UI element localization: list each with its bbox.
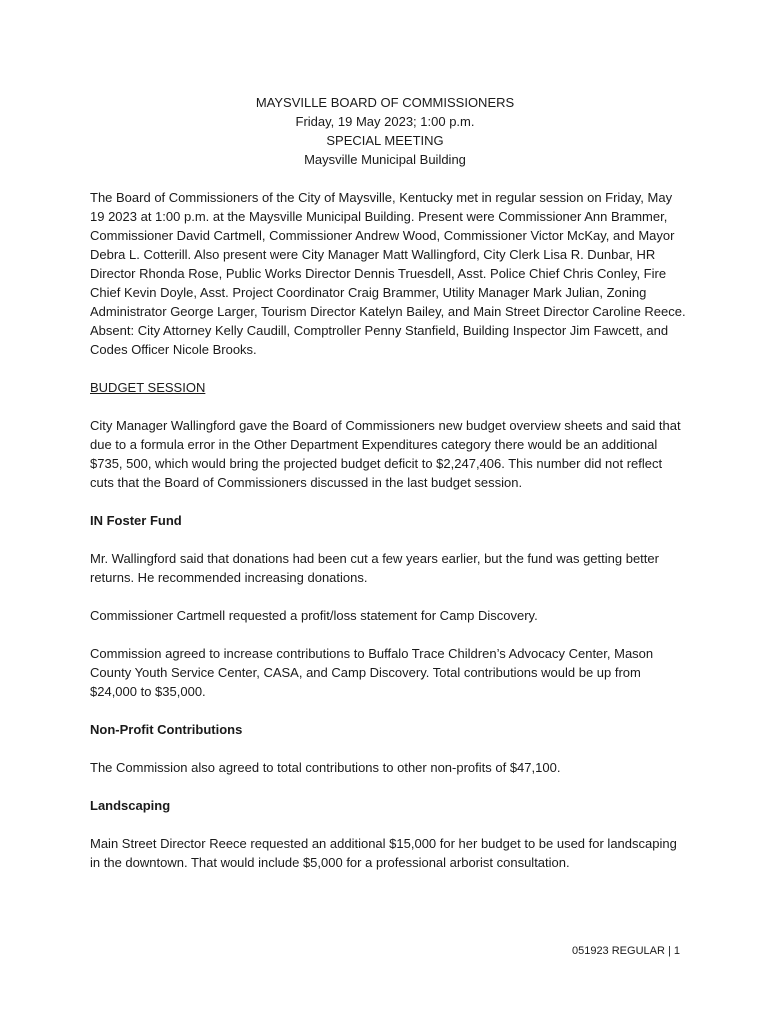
- intro-paragraph: The Board of Commissioners of the City of Maysville, Kentucky met in regular session on Friday, May 19 2023 at 1:00 p.m. at the Maysville Municipal Building. Present were Commissioner Ann Brammer, Commissioner David Cartmell, Commissioner Andrew Wood, Commissioner Victor McKay, and Mayor Debra L. Cotterill. Also present were City Manager Matt Wallingford, City Clerk Lisa R. Dunbar, HR Director Rhonda Rose, Public Works Director Dennis Truesdell, Asst. Police Chief Chris Conley, Fire Chief Kevin Doyle, Asst. Project Coordinator Craig Brammer, Utility Manager Mark Julian, Zoning Administrator George Larger, Tourism Director Katelyn Bailey, and Main Street Director Caroline Reece. Absent: City Attorney Kelly Caudill, Comptroller Penny Stanfield, Building Inspector Jim Fawcett, and Codes Officer Nicole Brooks.: [90, 190, 686, 357]
- meeting-header: [0, 93, 770, 169]
- landscaping-paragraph: Main Street Director Reece requested an additional $15,000 for her budget to be used for landscaping in the downtown. That would include $5,000 for a professional arborist consultation.: [90, 836, 677, 870]
- document-body: [90, 188, 686, 891]
- foster-fund-paragraph-2: Commissioner Cartmell requested a profit/loss statement for Camp Discovery.: [90, 608, 538, 623]
- budget-session-heading: BUDGET SESSION: [90, 380, 206, 395]
- non-profit-paragraph: The Commission also agreed to total contributions to other non-profits of $47,100.: [90, 760, 561, 775]
- non-profit-heading: Non-Profit Contributions: [90, 722, 243, 737]
- foster-fund-paragraph-1: Mr. Wallingford said that donations had been cut a few years earlier, but the fund was getting better returns. He recommended increasing donations.: [90, 551, 659, 585]
- meeting-date: Friday, 19 May 2023; 1:00 p.m.: [295, 114, 475, 129]
- landscaping-heading: Landscaping: [90, 798, 171, 813]
- board-title: MAYSVILLE BOARD OF COMMISSIONERS: [255, 95, 515, 110]
- budget-session-paragraph: City Manager Wallingford gave the Board of Commissioners new budget overview sheets and said that due to a formula error in the Other Department Expenditures category there would be an additional $735, 500, which would bring the projected budget deficit to $2,247,406. This number did not reflect cuts that the Board of Commissioners discussed in the last budget session.: [90, 418, 681, 490]
- meeting-type: SPECIAL MEETING: [326, 133, 444, 148]
- foster-fund-heading: IN Foster Fund: [90, 513, 182, 528]
- page-footer: 051923 REGULAR | 1: [571, 945, 680, 957]
- meeting-location: Maysville Municipal Building: [304, 152, 466, 167]
- foster-fund-paragraph-3: Commission agreed to increase contributions to Buffalo Trace Children’s Advocacy Center, Mason County Youth Service Center, CASA, and Camp Discovery. Total contributions would be up from $24,000 to $35,000.: [90, 646, 654, 699]
